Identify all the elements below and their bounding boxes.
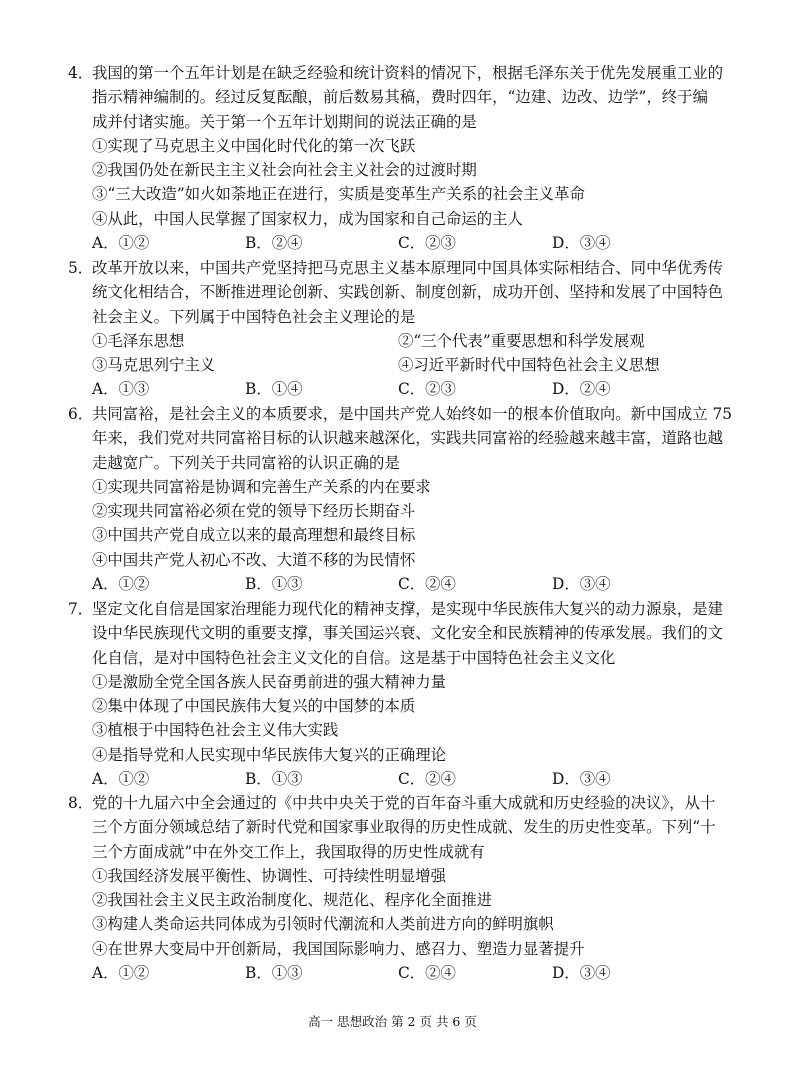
question-number: 6． (68, 405, 94, 423)
choice-b: B．①④ (245, 380, 303, 399)
question-8 (68, 791, 728, 985)
question-stem-line: 设中华民族现代文明的重要支撑，事关国运兴衰、文化安全和民族精神的传承发展。我们的文 (92, 624, 724, 643)
option-1: ①实现共同富裕是协调和完善生产关系的内在要求 (92, 477, 431, 496)
choice-b: B．①③ (245, 575, 303, 594)
question-7 (68, 597, 728, 791)
options-row (68, 353, 728, 377)
question-stem-line: 4． 我国的第一个五年计划是在缺乏经验和统计资料的情况下，根据毛泽东关于优先发展重工业的 (68, 61, 728, 85)
choice-b: B．①③ (245, 770, 303, 789)
question-stem-line: 社会主义。下列属于中国特色社会主义理论的是 (92, 307, 416, 326)
question-stem-line: 化自信，是对中国特色社会主义文化的自信。这是基于中国特色社会主义文化 (92, 648, 616, 667)
question-stem-line: 7． 坚定文化自信是国家治理能力现代化的精神支撑，是实现中华民族伟大复兴的动力源泉，是建 (68, 597, 728, 621)
question-number: 5． (68, 259, 94, 277)
question-stem-line: 成并付诸实施。关于第一个五年计划期间的说法正确的是 (92, 112, 477, 131)
question-number: 8． (68, 794, 94, 812)
option-1: ①是激励全党全国各族人民奋勇前进的强大精神力量 (92, 672, 446, 691)
page-footer: 高一 思想政治 第 2 页 共 6 页 (308, 1014, 477, 1029)
option-3: ③构建人类命运共同体成为引领时代潮流和人类前进方向的鲜明旗帜 (92, 915, 554, 934)
question-number: 4． (68, 64, 94, 82)
choice-c: C．②④ (398, 575, 456, 594)
answer-choices (68, 572, 728, 596)
question-5 (68, 256, 728, 402)
option-2: ②我国社会主义民主政治制度化、规范化、程序化全面推进 (92, 891, 493, 910)
choice-d: D．③④ (552, 964, 611, 983)
option-4: ④从此，中国人民掌握了国家权力，成为国家和自己命运的主人 (92, 209, 523, 228)
question-stem-line: 三个方面成就”中在外交工作上，我国取得的历史性成就有 (92, 842, 485, 861)
question-stem-line: 8． 党的十九届六中全会通过的《中共中央关于党的百年奋斗重大成就和历史经验的决议》，从十 (68, 791, 728, 815)
option-1: ①实现了马克思主义中国化时代化的第一次飞跃 (92, 136, 416, 155)
choice-a: A．①② (92, 234, 150, 253)
choice-d: D．③④ (552, 575, 611, 594)
choice-c: C．②④ (398, 770, 456, 789)
option-4: ④习近平新时代中国特色社会主义思想 (398, 356, 660, 375)
choice-b: B．①③ (245, 964, 303, 983)
choice-c: C．②③ (398, 380, 456, 399)
choice-c: C．②④ (398, 964, 456, 983)
option-1: ①毛泽东思想 (92, 331, 185, 350)
answer-choices (68, 961, 728, 985)
option-3: ③植根于中国特色社会主义伟大实践 (92, 721, 339, 740)
answer-choices (68, 767, 728, 791)
answer-choices (68, 231, 728, 255)
option-3: ③“三大改造”如火如荼地正在进行，实质是变革生产关系的社会主义革命 (92, 185, 585, 204)
option-4: ④是指导党和人民实现中华民族伟大复兴的正确理论 (92, 745, 446, 764)
question-stem-line: 统文化相结合，不断推进理论创新、实践创新、制度创新，成功开创、坚持和发展了中国特色 (92, 283, 724, 302)
option-4: ④中国共产党人初心不改、大道不移的为民情怀 (92, 550, 416, 569)
question-number: 7． (68, 600, 94, 618)
question-4 (68, 61, 728, 255)
choice-a: A．①② (92, 575, 150, 594)
question-stem-line: 年来，我们党对共同富裕目标的认识越来越深化，实践共同富裕的经验越来越丰富，道路也越 (92, 429, 724, 448)
question-stem-line: 走越宽广。下列关于共同富裕的认识正确的是 (92, 453, 400, 472)
question-stem-line: 6． 共同富裕，是社会主义的本质要求，是中国共产党人始终如一的根本价值取向。新中国成立 75 (68, 402, 728, 426)
choice-d: D．③④ (552, 234, 611, 253)
choice-c: C．②③ (398, 234, 456, 253)
question-stem-line: 5． 改革开放以来，中国共产党坚持把马克思主义基本原理同中国具体实际相结合、同中华优秀传 (68, 256, 728, 280)
choice-a: A．①② (92, 964, 150, 983)
option-3: ③中国共产党自成立以来的最高理想和最终目标 (92, 526, 416, 545)
option-2: ②“三个代表”重要思想和科学发展观 (398, 331, 645, 350)
option-2: ②实现共同富裕必须在党的领导下经历长期奋斗 (92, 502, 416, 521)
choice-d: D．③④ (552, 770, 611, 789)
question-6 (68, 402, 733, 596)
answer-choices (68, 377, 728, 401)
option-4: ④在世界大变局中开创新局，我国国际影响力、感召力、塑造力显著提升 (92, 939, 585, 958)
option-2: ②我国仍处在新民主主义社会向社会主义社会的过渡时期 (92, 161, 477, 180)
choice-b: B．②④ (245, 234, 303, 253)
options-row (68, 329, 728, 353)
choice-a: A．①② (92, 770, 150, 789)
option-1: ①我国经济发展平衡性、协调性、可持续性明显增强 (92, 866, 446, 885)
option-2: ②集中体现了中国民族伟大复兴的中国梦的本质 (92, 697, 416, 716)
question-stem-line: 三个方面分领域总结了新时代党和国家事业取得的历史性成就、发生的历史性变革。下列“十 (92, 818, 716, 837)
option-3: ③马克思列宁主义 (92, 356, 216, 375)
question-stem-line: 指示精神编制的。经过反复酝酿，前后数易其稿，费时四年，“边建、边改、边学”，终于编 (92, 88, 708, 107)
choice-a: A．①③ (92, 380, 150, 399)
choice-d: D．②④ (552, 380, 611, 399)
